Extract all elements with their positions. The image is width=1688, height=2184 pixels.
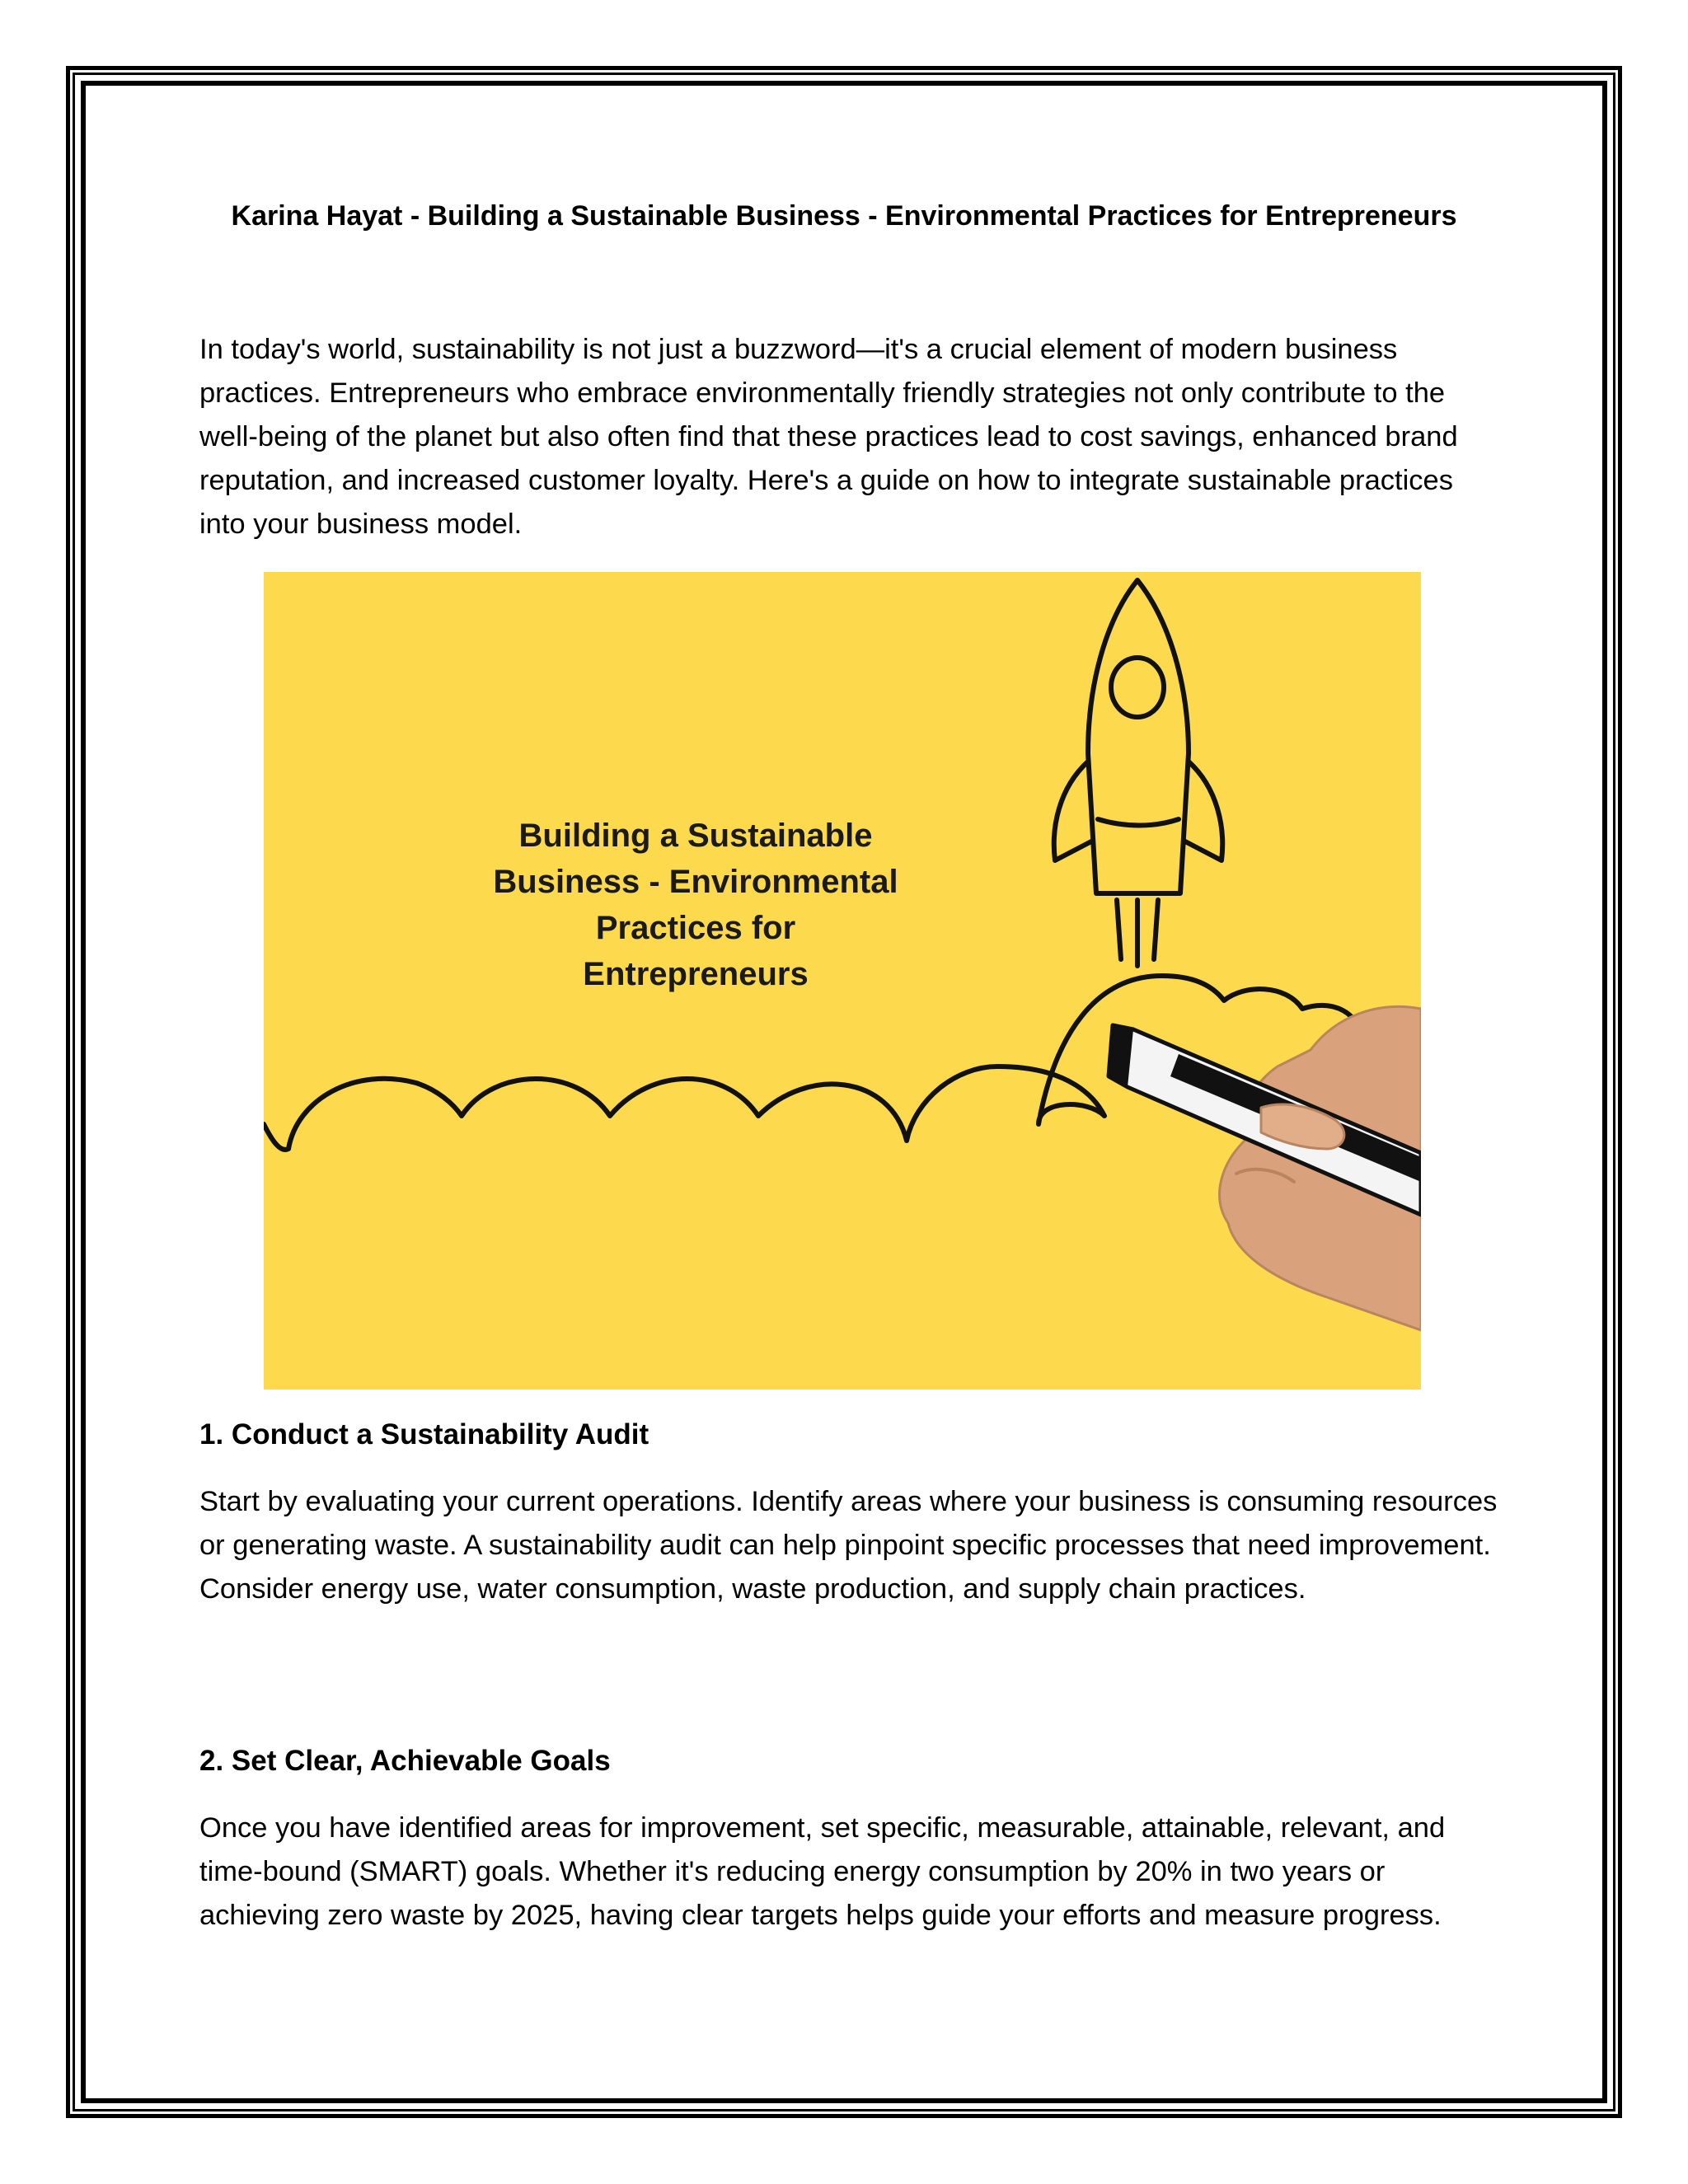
section-heading: 2. Set Clear, Achievable Goals [199, 1745, 611, 1777]
hero-caption-line: Practices for [595, 910, 796, 946]
hand-with-marker-icon [1109, 1006, 1421, 1330]
rocket-icon [1054, 580, 1222, 966]
section-body: Start by evaluating your current operations. Identify areas where your business is consuming resources or generating waste. A sustainability audit can help pinpoint specific processes that need improvement. Consider energy use, water consumption, waste production, and supply chain practices. [199, 1486, 1498, 1605]
section-body: Once you have identified areas for improvement, set specific, measurable, attainable, relevant, and time-bound (SMART) goals. Whether it's reducing energy consumption by 20% in two years or achieving zero waste by 2025, having clear targets helps guide your efforts and measure progress. [199, 1812, 1446, 1931]
section-heading: 1. Conduct a Sustainability Audit [199, 1418, 649, 1451]
intro-paragraph: In today's world, sustainability is not just a buzzword—it's a crucial element of modern business practices. Entrepreneurs who embrace environmentally friendly strategies not only contribute to the well-being of the planet but also often find that these practices lead to cost savings, enhanced brand reputation, and increased customer loyalty. Here's a guide on how to integrate sustainable practices into your business model. [199, 334, 1458, 540]
hero-caption-line: Building a Sustainable [518, 818, 873, 854]
hero-image [264, 572, 1421, 1390]
hero-caption-line: Entrepreneurs [583, 956, 809, 992]
hero-caption [434, 813, 958, 997]
document-title: Karina Hayat - Building a Sustainable Business - Environmental Practices for Entrepreneurs [231, 200, 1457, 232]
hero-caption-line: Business - Environmental [493, 864, 898, 900]
